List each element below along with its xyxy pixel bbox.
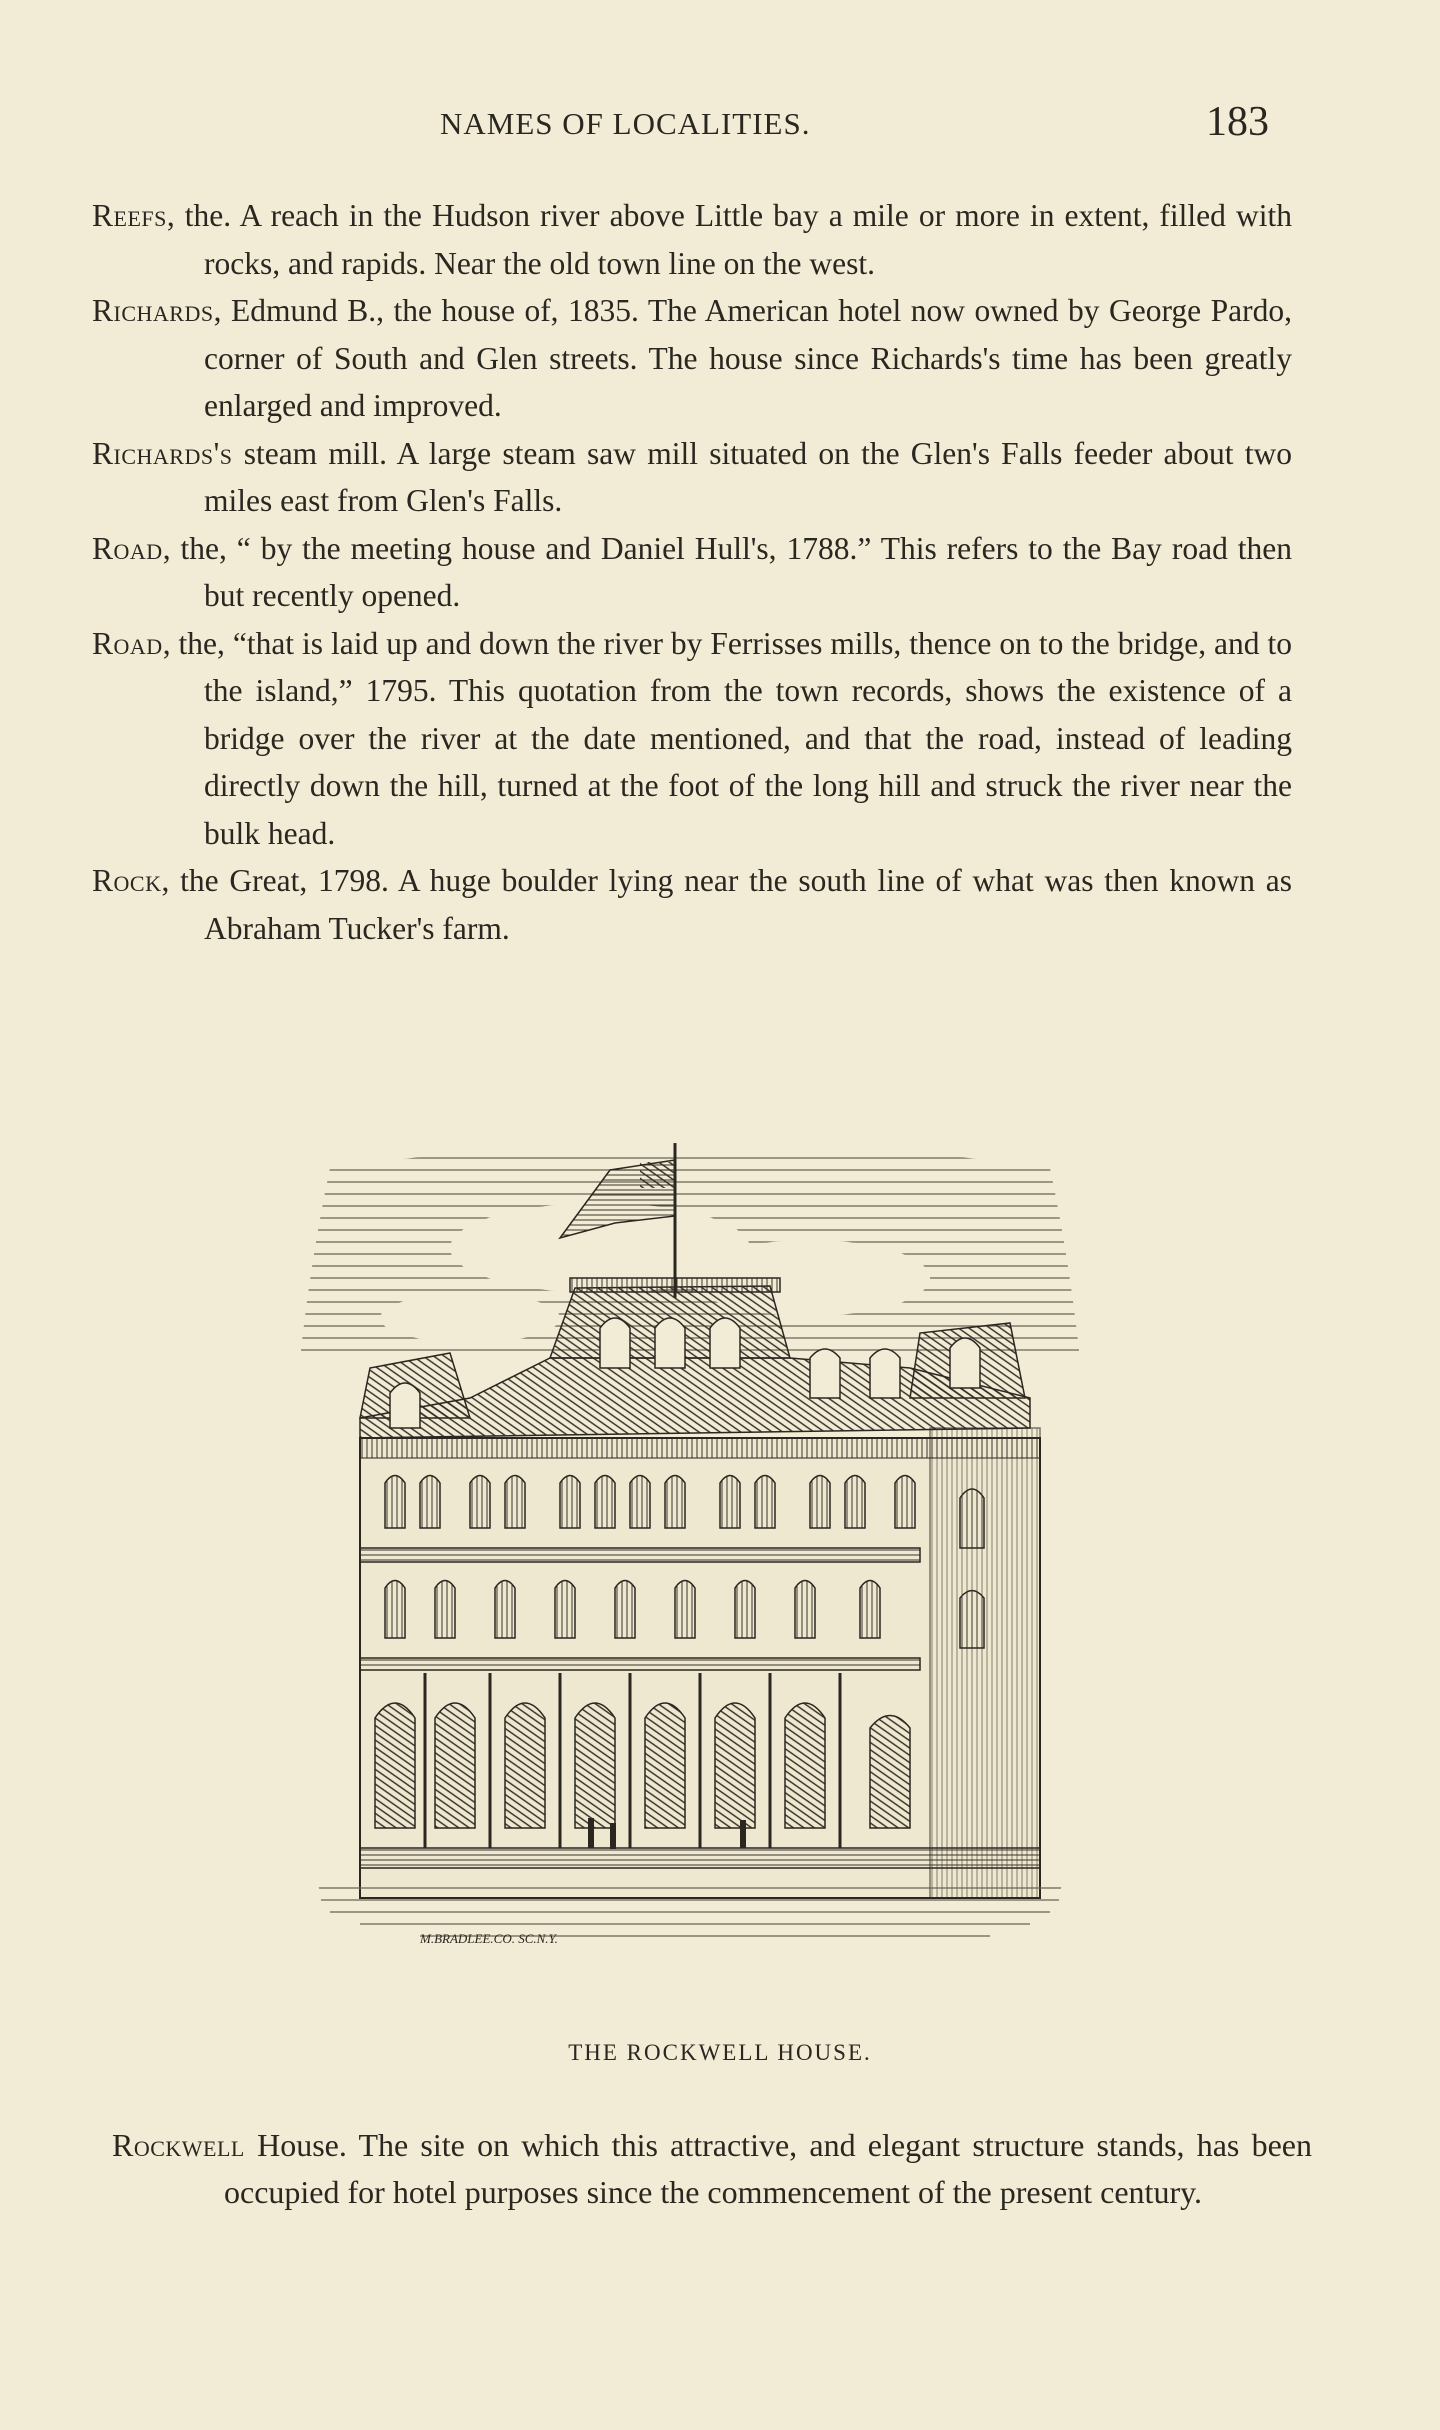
page-number: 183 [1206,99,1269,145]
entry-headword: Reefs [92,198,167,233]
running-head [0,98,1440,158]
entry-richards-steam-mill [92,430,1292,525]
entry-text: steam mill. A large steam saw mill situated on the Glen's Falls feeder about two miles east from Glen's Falls. [204,435,1292,518]
entry-road-1795 [92,620,1292,858]
rockwell-house-engraving [270,1128,1110,1988]
entry-rock [92,857,1292,952]
entry-headword: Richards's [92,435,233,471]
entry-text: , the Great, 1798. A huge boulder lying near the south line of what was then known as Abraham Tucker's farm. [161,863,1292,946]
entry-text: House. The site on which this attractive, and elegant structure stands, has been occupied for hotel purposes since the commencement of the present century. [224,2127,1312,2210]
entry-headword: Road [92,625,163,661]
illustration-caption: THE ROCKWELL HOUSE. [568,2040,872,2065]
entry-text: , Edmund B., the house of, 1835. The American hotel now owned by George Pardo, corner of South and Glen streets. The house since Richards's time has been greatly enlarged and improved. [204,293,1292,423]
entry-text: , the. A reach in the Hudson river above Little bay a mile or more in extent, filled with rocks, and rapids. Near the old town line on the west. [166,198,1292,281]
entry-road-1788 [92,525,1292,620]
entry-headword: Rockwell [112,2127,245,2163]
engraving-illustration [270,1128,1110,1988]
running-title: NAMES OF LOCALITIES. [440,106,811,141]
entry-text: , the, “that is laid up and down the river by Ferrisses mills, thence on to the bridge, and to the island,” 1795. This quotation from the town records, shows the existence of a bridge over the river at the date mentioned, and that the road, instead of leading directly down the hill, turned at the foot of the long hill and struck the river near the bulk head. [162,625,1292,851]
gazetteer-entries [92,192,1292,952]
entry-headword: Rock [92,863,162,898]
entry-reefs [92,192,1292,287]
entry-headword: Road [92,530,163,566]
closing-entry [112,2122,1312,2216]
entry-text: , the, “ by the meeting house and Daniel Hull's, 1788.” This refers to the Bay road then but recently opened. [162,530,1292,613]
entry-rockwell-house [112,2122,1312,2216]
entry-headword: Richards [92,293,214,328]
entry-richards [92,287,1292,430]
engraver-signature: M.BRADLEE.CO. SC.N.Y. [420,1931,558,1946]
